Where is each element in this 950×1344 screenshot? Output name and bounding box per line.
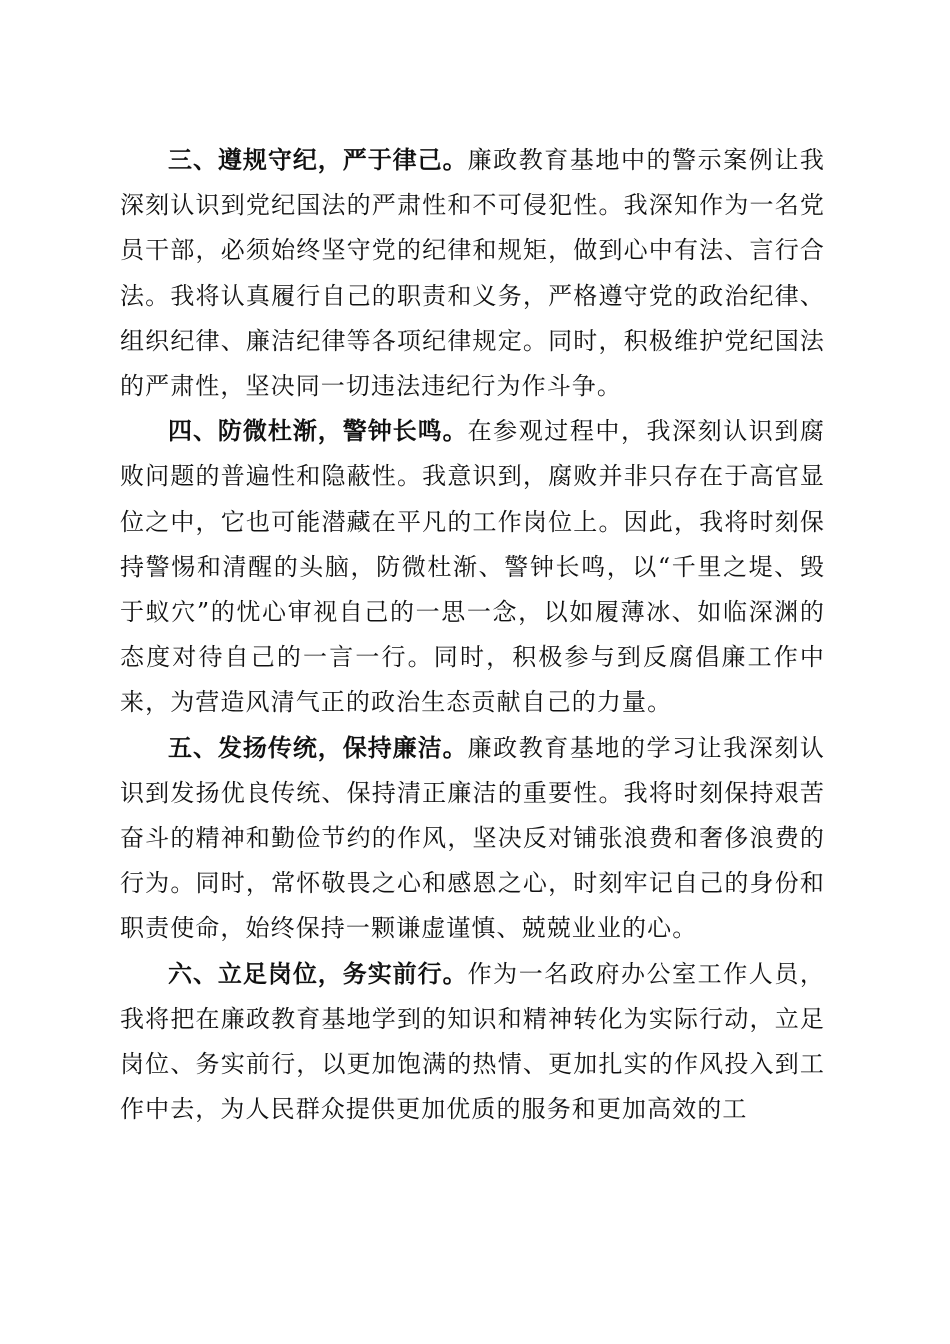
paragraph-section-3 bbox=[120, 138, 825, 409]
section-heading: 六、立足岗位，务实前行。 bbox=[168, 959, 468, 988]
document-body bbox=[120, 138, 825, 1132]
section-text: 在参观过程中，我深刻认识到腐败问题的普遍性和隐蔽性。我意识到，腐败并非只存在于高官显位之中，它也可能潜藏在平凡的工作岗位上。因此，我将时刻保持警惕和清醒的头脑，防微杜渐、警钟长鸣，以“千里之堤、毁于蚁穴”的忧心审视自己的一思一念，以如履薄冰、如临深渊的态度对待自己的一言一行。同时，积极参与到反腐倡廉工作中来，为营造风清气正的政治生态贡献自己的力量。 bbox=[120, 417, 826, 717]
section-text: 廉政教育基地的学习让我深刻认识到发扬优良传统、保持清正廉洁的重要性。我将时刻保持艰苦奋斗的精神和勤俭节约的作风，坚决反对铺张浪费和奢侈浪费的行为。同时，常怀敬畏之心和感恩之心，时刻牢记自己的身份和职责使命，始终保持一颗谦虚谨慎、兢兢业业的心。 bbox=[120, 733, 826, 943]
section-heading: 四、防微杜渐，警钟长鸣。 bbox=[168, 417, 468, 446]
section-heading: 三、遵规守纪，严于律己。 bbox=[168, 146, 468, 174]
paragraph-section-4 bbox=[120, 409, 825, 725]
section-text: 廉政教育基地中的警示案例让我深刻认识到党纪国法的严肃性和不可侵犯性。我深知作为一名党员干部，必须始终坚守党的纪律和规矩，做到心中有法、言行合法。我将认真履行自己的职责和义务，严格遵守党的政治纪律、组织纪律、廉洁纪律等各项纪律规定。同时，积极维护党纪国法的严肃性，坚决同一切违法违纪行为作斗争。 bbox=[120, 146, 826, 401]
section-text: 作为一名政府办公室工作人员，我将把在廉政教育基地学到的知识和精神转化为实际行动，立足岗位、务实前行，以更加饱满的热情、更加扎实的作风投入到工作中去，为人民群众提供更加优质的服务和更加高效的工 bbox=[120, 959, 826, 1124]
paragraph-section-5 bbox=[120, 726, 825, 952]
paragraph-section-6 bbox=[120, 952, 825, 1133]
section-heading: 五、发扬传统，保持廉洁。 bbox=[168, 733, 468, 762]
